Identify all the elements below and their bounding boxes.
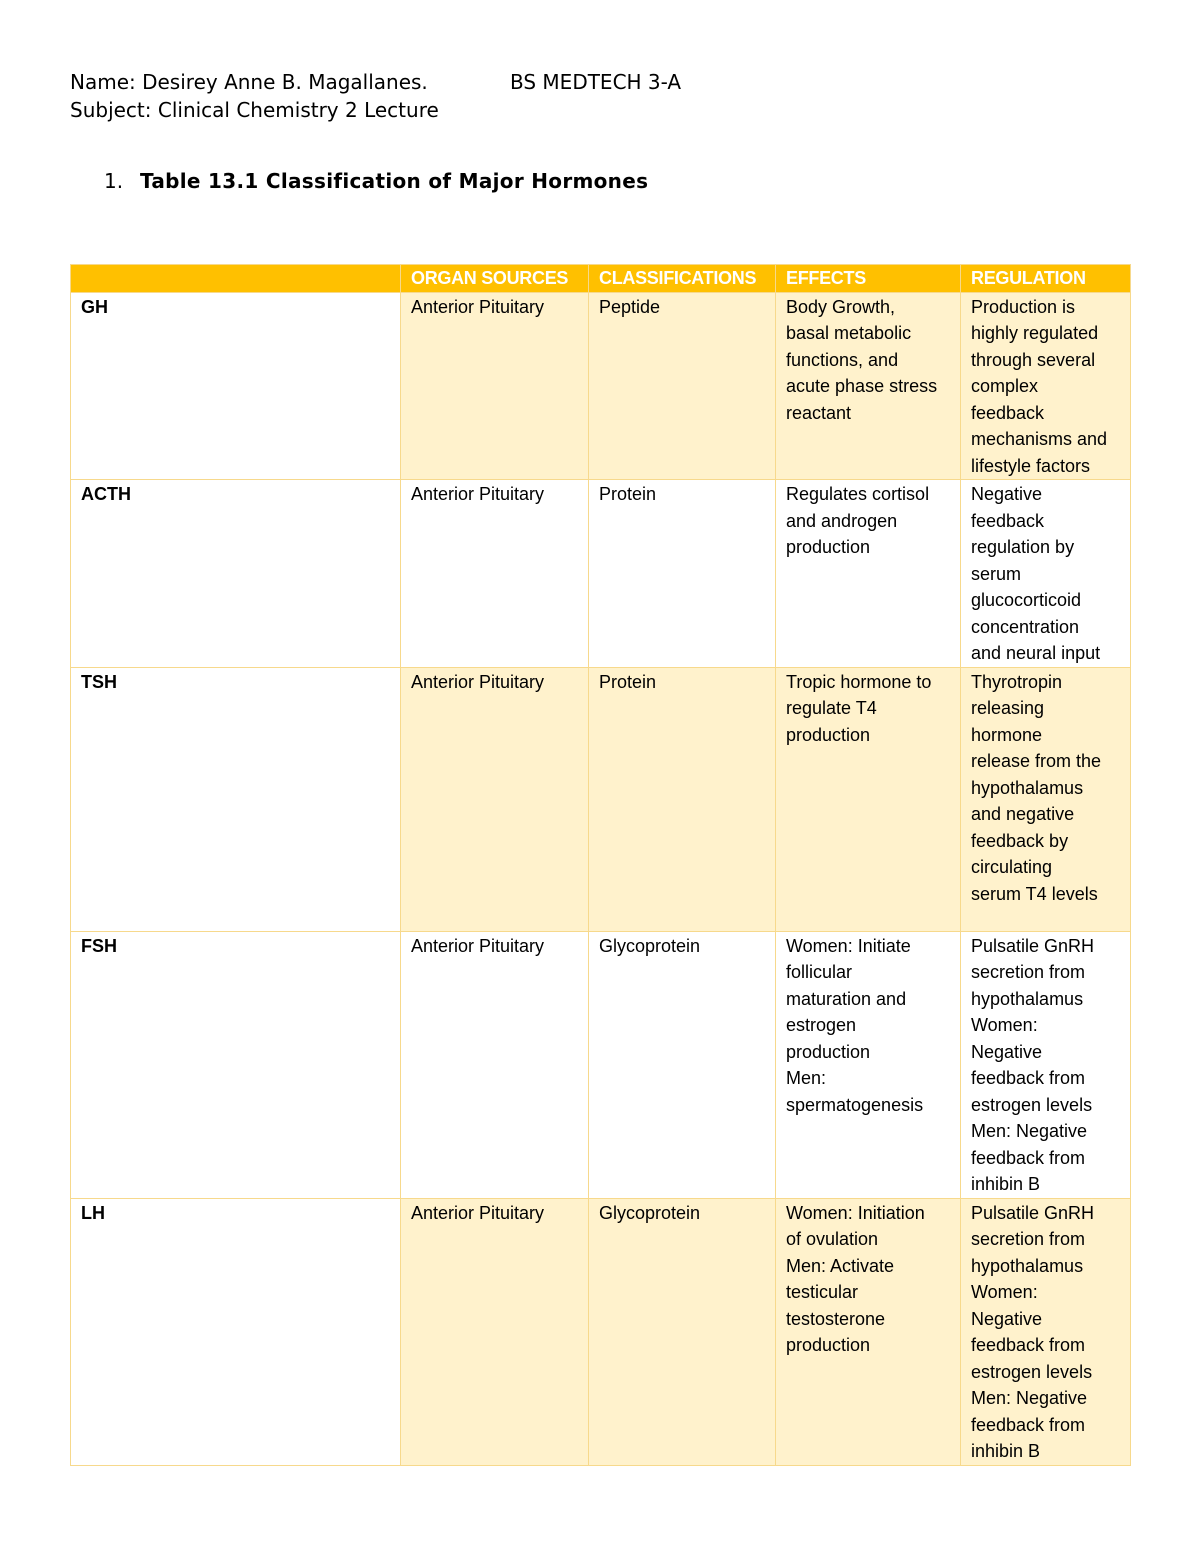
effects-line: production <box>786 1041 871 1062</box>
regulation-line: Pulsatile GnRH <box>971 1202 1095 1223</box>
table-row <box>71 292 1131 480</box>
effects-line: follicular <box>786 962 853 982</box>
effects-line: estrogen <box>786 1015 857 1035</box>
organ-source: Anterior Pituitary <box>401 292 589 480</box>
effects-line: production <box>786 537 871 557</box>
section-heading <box>104 167 648 195</box>
regulation-line: concentration <box>971 616 1080 637</box>
effects <box>776 1198 961 1465</box>
column-header-classifications: CLASSIFICATIONS <box>589 265 776 293</box>
regulation-line: secretion from <box>971 1229 1086 1249</box>
regulation <box>961 1198 1131 1465</box>
regulation-line: releasing <box>971 698 1045 718</box>
effects-line: Men: <box>786 1068 827 1088</box>
regulation <box>961 292 1131 480</box>
effects-line: Tropic hormone to <box>786 671 932 692</box>
regulation-line: highly regulated <box>971 323 1099 343</box>
effects-line: spermatogenesis <box>786 1094 924 1115</box>
effects <box>776 931 961 1198</box>
regulation-line: hypothalamus <box>971 988 1084 1009</box>
regulation-line: Men: Negative <box>971 1121 1088 1141</box>
effects-line: and androgen <box>786 510 898 531</box>
effects-line: of ovulation <box>786 1229 879 1249</box>
regulation-line: hypothalamus <box>971 777 1084 798</box>
table-title: Table 13.1 Classification of Major Hormones <box>140 169 649 193</box>
effects <box>776 480 961 668</box>
regulation <box>961 931 1131 1198</box>
effects-line: acute phase stress <box>786 376 938 396</box>
regulation <box>961 667 1131 931</box>
regulation-line: inhibin B <box>971 1174 1041 1194</box>
hormones-table <box>70 264 1131 1466</box>
regulation-line: release from the <box>971 751 1102 771</box>
regulation-line: feedback by <box>971 830 1069 851</box>
effects <box>776 292 961 480</box>
effects-line: Regulates cortisol <box>786 484 930 504</box>
hormone-name: FSH <box>71 931 401 1198</box>
regulation-line: Women: <box>971 1015 1038 1035</box>
effects-line: production <box>786 724 871 745</box>
regulation-line: feedback from <box>971 1147 1086 1168</box>
regulation-line: mechanisms and <box>971 429 1108 449</box>
regulation-line: serum <box>971 563 1022 584</box>
regulation-line: Negative <box>971 484 1043 504</box>
column-header-effects: EFFECTS <box>776 265 961 293</box>
table-row <box>71 667 1131 931</box>
regulation-line: regulation by <box>971 537 1075 557</box>
effects-line: regulate T4 <box>786 698 877 718</box>
effects-line: Body Growth, <box>786 296 896 317</box>
regulation-line: feedback from <box>971 1068 1086 1088</box>
hormone-name: LH <box>71 1198 401 1465</box>
regulation-line: through several <box>971 349 1096 370</box>
regulation-line: Negative <box>971 1041 1043 1062</box>
organ-source: Anterior Pituitary <box>401 931 589 1198</box>
regulation-line: estrogen levels <box>971 1361 1093 1382</box>
regulation-line: secretion from <box>971 962 1086 982</box>
regulation-line: lifestyle factors <box>971 455 1091 476</box>
subject-line: Subject: Clinical Chemistry 2 Lecture <box>70 98 439 122</box>
regulation-line: Negative <box>971 1308 1043 1329</box>
regulation-line: Thyrotropin <box>971 671 1063 692</box>
regulation-line: glucocorticoid <box>971 590 1082 610</box>
classification: Protein <box>589 667 776 931</box>
regulation-line: inhibin B <box>971 1441 1041 1461</box>
table-row <box>71 931 1131 1198</box>
document-header <box>70 68 682 124</box>
effects-line: Men: Activate <box>786 1255 895 1276</box>
organ-source: Anterior Pituitary <box>401 480 589 668</box>
effects-line: functions, and <box>786 349 899 370</box>
regulation-line: complex <box>971 376 1039 396</box>
table-header-row <box>71 265 1131 293</box>
regulation-line: estrogen levels <box>971 1094 1093 1115</box>
effects-line: production <box>786 1335 871 1355</box>
classification: Protein <box>589 480 776 668</box>
regulation-line: Women: <box>971 1282 1038 1302</box>
effects-line: Women: Initiate <box>786 935 911 956</box>
regulation-line: feedback from <box>971 1414 1086 1435</box>
student-name: Name: Desirey Anne B. Magallanes. <box>70 70 428 94</box>
effects-line: testosterone <box>786 1308 886 1329</box>
regulation-line: hypothalamus <box>971 1255 1084 1276</box>
regulation <box>961 480 1131 668</box>
student-program: BS MEDTECH 3-A <box>510 70 682 94</box>
regulation-line: feedback <box>971 402 1045 423</box>
hormone-name: GH <box>71 292 401 480</box>
effects-line: reactant <box>786 402 852 423</box>
regulation-line: hormone <box>971 724 1043 745</box>
regulation-line: feedback <box>971 510 1045 531</box>
regulation-line: and negative <box>971 804 1075 824</box>
effects <box>776 667 961 931</box>
column-header-hormone <box>71 265 401 293</box>
effects-line: basal metabolic <box>786 323 912 343</box>
table-row <box>71 1198 1131 1465</box>
regulation-line: Pulsatile GnRH <box>971 935 1095 956</box>
organ-source: Anterior Pituitary <box>401 1198 589 1465</box>
column-header-organ-sources: ORGAN SOURCES <box>401 265 589 293</box>
regulation-line: feedback from <box>971 1335 1086 1355</box>
effects-line: maturation and <box>786 988 907 1009</box>
list-number: 1. <box>104 169 124 193</box>
classification: Peptide <box>589 292 776 480</box>
organ-source: Anterior Pituitary <box>401 667 589 931</box>
hormone-name: TSH <box>71 667 401 931</box>
regulation-line: Production is <box>971 296 1076 317</box>
regulation-line: Men: Negative <box>971 1388 1088 1408</box>
effects-line: Women: Initiation <box>786 1202 925 1223</box>
hormone-name: ACTH <box>71 480 401 668</box>
regulation-line: and neural input <box>971 643 1101 663</box>
table-row <box>71 480 1131 668</box>
classification: Glycoprotein <box>589 931 776 1198</box>
column-header-regulation: REGULATION <box>961 265 1131 293</box>
regulation-line: circulating <box>971 857 1053 877</box>
regulation-line: serum T4 levels <box>971 883 1098 904</box>
effects-line: testicular <box>786 1282 859 1302</box>
classification: Glycoprotein <box>589 1198 776 1465</box>
